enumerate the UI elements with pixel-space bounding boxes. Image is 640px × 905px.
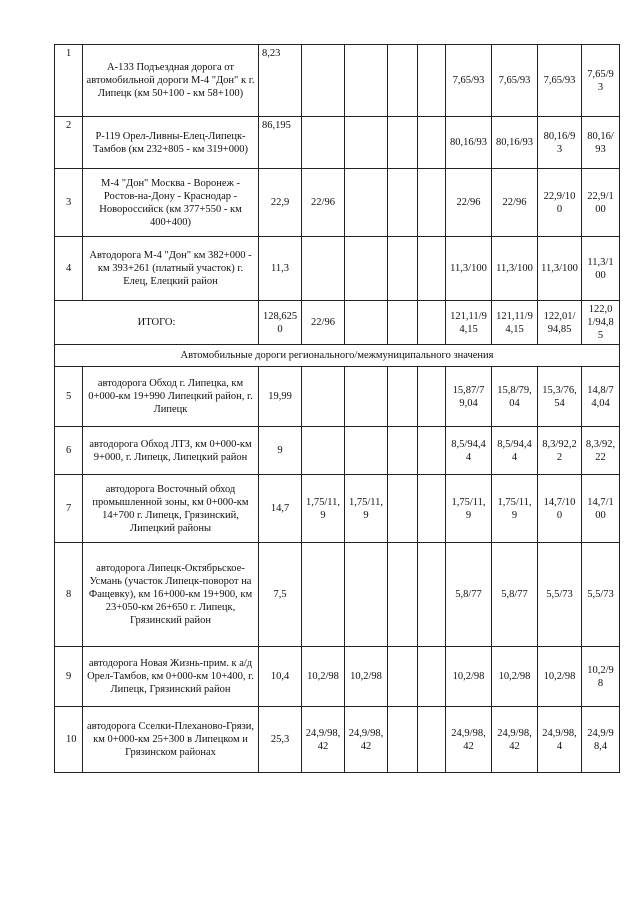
value-cell: 15,87/79,04 <box>446 367 492 427</box>
value-cell <box>418 367 446 427</box>
value-cell: 5,5/73 <box>538 543 582 647</box>
value-cell: 1,75/11,9 <box>345 475 388 543</box>
value-cell: 15,3/76,54 <box>538 367 582 427</box>
value-cell <box>418 45 446 117</box>
table-row <box>55 647 620 707</box>
value-cell: 24,9/98,42 <box>492 707 538 773</box>
total-value-cell: 22/96 <box>302 301 345 345</box>
value-cell <box>302 45 345 117</box>
value-cell: 15,8/79,04 <box>492 367 538 427</box>
value-cell <box>345 45 388 117</box>
value-cell: 22,9/100 <box>538 169 582 237</box>
value-cell <box>345 367 388 427</box>
table-row <box>55 543 620 647</box>
road-name: Автодорога М-4 "Дон" км 382+000 - км 393+261 (платный участок) г. Елец, Елецкий район <box>83 237 259 301</box>
row-number: 1 <box>55 45 83 117</box>
table-row <box>55 427 620 475</box>
value-cell <box>388 367 418 427</box>
value-cell: 80,16/93 <box>492 117 538 169</box>
value-cell <box>302 543 345 647</box>
total-label: ИТОГО: <box>55 301 259 345</box>
total-value-cell: 121,11/94,15 <box>492 301 538 345</box>
road-length: 9 <box>259 427 302 475</box>
value-cell: 10,2/98 <box>446 647 492 707</box>
road-length: 22,9 <box>259 169 302 237</box>
total-value-cell <box>388 301 418 345</box>
table-row <box>55 237 620 301</box>
road-name: автодорога Обход г. Липецка, км 0+000-км 19+990 Липецкий район, г. Липецк <box>83 367 259 427</box>
value-cell <box>345 427 388 475</box>
value-cell: 7,65/93 <box>582 45 620 117</box>
road-name: автодорога Липецк-Октябрьское-Усмань (участок Липецк-поворот на Фащевку), км 16+000-км 19+900, км 23+050-км 26+650 г. Липецк, Грязинский район <box>83 543 259 647</box>
value-cell: 14,7/100 <box>538 475 582 543</box>
value-cell <box>302 117 345 169</box>
road-name: М-4 "Дон" Москва - Воронеж - Ростов-на-Дону - Краснодар - Новороссийск (км 377+550 - км 400+400) <box>83 169 259 237</box>
value-cell <box>388 475 418 543</box>
section-title: Автомобильные дороги регионального/межмуниципального значения <box>55 345 620 367</box>
road-length: 86,195 <box>259 117 302 169</box>
total-length: 128,6250 <box>259 301 302 345</box>
row-number: 4 <box>55 237 83 301</box>
table-row <box>55 707 620 773</box>
road-length: 7,5 <box>259 543 302 647</box>
table-row <box>55 45 620 117</box>
value-cell: 1,75/11,9 <box>446 475 492 543</box>
value-cell <box>345 543 388 647</box>
value-cell: 7,65/93 <box>538 45 582 117</box>
road-length: 25,3 <box>259 707 302 773</box>
value-cell <box>302 427 345 475</box>
value-cell <box>302 237 345 301</box>
value-cell: 10,2/98 <box>345 647 388 707</box>
value-cell: 8,5/94,44 <box>492 427 538 475</box>
value-cell <box>418 543 446 647</box>
total-value-cell: 122,01/94,85 <box>538 301 582 345</box>
row-number: 6 <box>55 427 83 475</box>
value-cell <box>418 237 446 301</box>
row-number: 7 <box>55 475 83 543</box>
value-cell <box>388 117 418 169</box>
value-cell: 8,3/92,22 <box>538 427 582 475</box>
row-number: 5 <box>55 367 83 427</box>
value-cell <box>418 707 446 773</box>
value-cell: 11,3/100 <box>492 237 538 301</box>
row-number: 9 <box>55 647 83 707</box>
value-cell: 80,16/93 <box>538 117 582 169</box>
value-cell <box>418 475 446 543</box>
value-cell: 80,16/93 <box>446 117 492 169</box>
value-cell: 22/96 <box>492 169 538 237</box>
row-number: 3 <box>55 169 83 237</box>
value-cell: 10,2/98 <box>302 647 345 707</box>
value-cell <box>388 45 418 117</box>
value-cell: 7,65/93 <box>446 45 492 117</box>
value-cell <box>418 647 446 707</box>
value-cell <box>345 169 388 237</box>
value-cell: 10,2/98 <box>582 647 620 707</box>
road-name: автодорога Обход ЛТЗ, км 0+000-км 9+000, г. Липецк, Липецкий район <box>83 427 259 475</box>
total-value-cell: 121,11/94,15 <box>446 301 492 345</box>
value-cell: 11,3/100 <box>538 237 582 301</box>
value-cell <box>345 117 388 169</box>
value-cell: 8,3/92,22 <box>582 427 620 475</box>
road-name: автодорога Сселки-Плеханово-Грязи, км 0+000-км 25+300 в Липецком и Грязинском районах <box>83 707 259 773</box>
value-cell: 11,3/100 <box>582 237 620 301</box>
road-length: 8,23 <box>259 45 302 117</box>
road-name: автодорога Новая Жизнь-прим. к а/д Орел-Тамбов, км 0+000-км 10+400, г. Липецк, Грязинский район <box>83 647 259 707</box>
road-length: 19,99 <box>259 367 302 427</box>
value-cell <box>388 237 418 301</box>
value-cell: 22,9/100 <box>582 169 620 237</box>
value-cell <box>388 169 418 237</box>
total-value-cell: 122,01/94,85 <box>582 301 620 345</box>
total-value-cell <box>345 301 388 345</box>
value-cell: 22/96 <box>446 169 492 237</box>
table-row <box>55 169 620 237</box>
row-number: 8 <box>55 543 83 647</box>
federal-roads-group <box>55 45 620 367</box>
value-cell: 80,16/93 <box>582 117 620 169</box>
road-name: автодорога Восточный обход промышленной зоны, км 0+000-км 14+700 г. Липецк, Грязинский, Липецкий районы <box>83 475 259 543</box>
section-row <box>55 345 620 367</box>
road-length: 11,3 <box>259 237 302 301</box>
value-cell: 11,3/100 <box>446 237 492 301</box>
value-cell: 14,7/100 <box>582 475 620 543</box>
total-row <box>55 301 620 345</box>
value-cell: 1,75/11,9 <box>302 475 345 543</box>
value-cell: 24,9/98,42 <box>446 707 492 773</box>
value-cell: 24,9/98,4 <box>582 707 620 773</box>
value-cell <box>302 367 345 427</box>
value-cell <box>418 117 446 169</box>
value-cell: 14,8/74,04 <box>582 367 620 427</box>
value-cell: 5,8/77 <box>492 543 538 647</box>
road-length: 14,7 <box>259 475 302 543</box>
value-cell: 10,2/98 <box>492 647 538 707</box>
value-cell: 5,8/77 <box>446 543 492 647</box>
roads-table <box>54 44 620 773</box>
value-cell <box>388 427 418 475</box>
value-cell: 24,9/98,4 <box>538 707 582 773</box>
value-cell: 7,65/93 <box>492 45 538 117</box>
value-cell <box>345 237 388 301</box>
value-cell <box>418 169 446 237</box>
value-cell: 8,5/94,44 <box>446 427 492 475</box>
value-cell <box>418 427 446 475</box>
row-number: 2 <box>55 117 83 169</box>
value-cell <box>388 647 418 707</box>
value-cell: 1,75/11,9 <box>492 475 538 543</box>
road-length: 10,4 <box>259 647 302 707</box>
value-cell: 22/96 <box>302 169 345 237</box>
value-cell: 10,2/98 <box>538 647 582 707</box>
table-row <box>55 367 620 427</box>
row-number: 10 <box>55 707 83 773</box>
value-cell <box>388 707 418 773</box>
table-row <box>55 475 620 543</box>
road-name: А-133 Подъездная дорога от автомобильной дороги М-4 "Дон" к г. Липецк (км 50+100 - км 58+100) <box>83 45 259 117</box>
value-cell <box>388 543 418 647</box>
value-cell: 24,9/98,42 <box>302 707 345 773</box>
value-cell: 24,9/98,42 <box>345 707 388 773</box>
road-name: Р-119 Орел-Ливны-Елец-Липецк-Тамбов (км 232+805 - км 319+000) <box>83 117 259 169</box>
total-value-cell <box>418 301 446 345</box>
table-row <box>55 117 620 169</box>
regional-roads-group <box>55 367 620 773</box>
value-cell: 5,5/73 <box>582 543 620 647</box>
